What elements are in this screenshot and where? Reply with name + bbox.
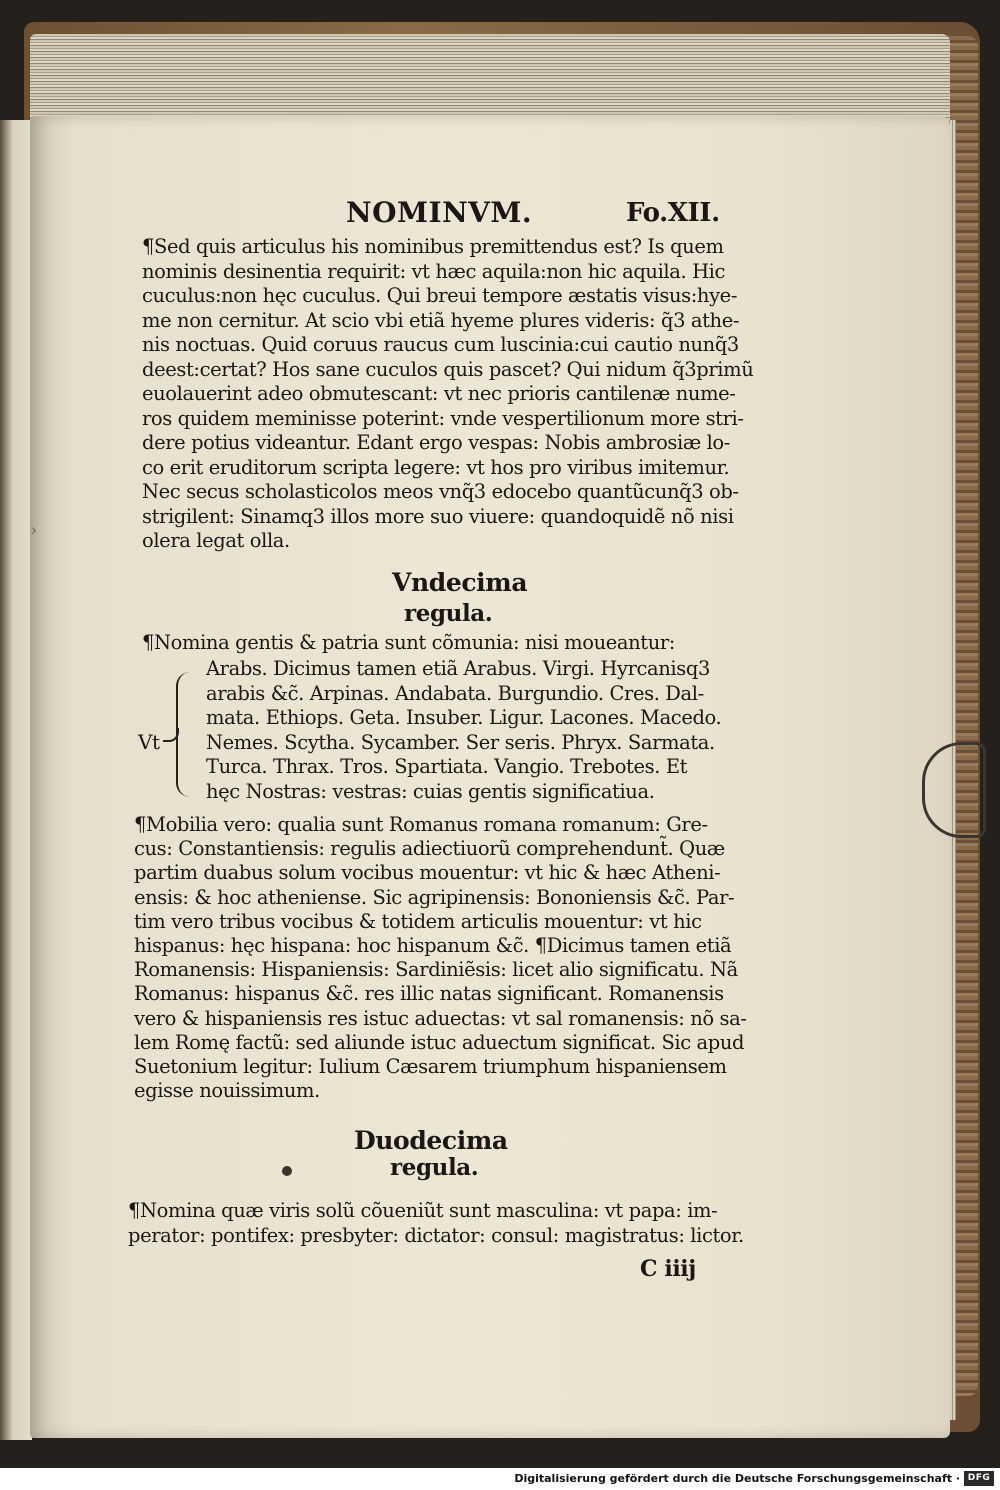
text-line: euolauerint adeo obmutescant: vt nec prioris cantilenæ nume-: [142, 382, 736, 405]
text-line: ¶Nomina quæ viris solũ cõueniũt sunt masculina: vt papa: im-: [128, 1199, 718, 1222]
text-line: cus: Constantiensis: regulis adiectiuorũ comprehendunt̃. Quæ: [134, 837, 725, 861]
brace: [176, 672, 198, 797]
text-line: Romanus: hispanus &c̃. res illic natas significant. Romanensis: [134, 982, 724, 1006]
rule-11-lead: ¶Nomina gentis & patria sunt cõmunia: nisi moueantur:: [142, 631, 675, 654]
text-line: ¶Mobilia vero: qualia sunt Romanus romana romanum: Gre-: [134, 813, 708, 836]
text-line: nominis desinentia requirit: vt hæc aquila:non hic aquila. Hic: [142, 259, 726, 283]
text-line: Nemes. Scytha. Sycamber. Ser seris. Phryx. Sarmata.: [206, 730, 715, 754]
folio-number: Fo.XII.: [626, 198, 720, 228]
text-line: Turca. Thrax. Tros. Spartiata. Vangio. Trebotes. Et: [206, 755, 688, 778]
text-line: ensis: & hoc atheniense. Sic agripinensis: Bononiensis &c̃. Par-: [134, 885, 735, 909]
text-line: strigilent: Sinamq3 illos more suo viuere: quandoquidẽ nõ nisi: [142, 504, 734, 528]
text-line: perator: pontifex: presbyter: dictator: consul: magistratus: lictor.: [128, 1223, 744, 1247]
signature-mark: C iiij: [640, 1256, 696, 1282]
rule-11-title: Vndecima: [392, 568, 528, 597]
text-line: partim duabus solum vocibus mouentur: vt hic & hæc Atheni-: [134, 861, 721, 885]
text-line: hispanus: hęc hispana: hoc hispanum &c̃. ¶Dicimus tamen etiã: [134, 934, 732, 957]
footer-bar: [0, 1468, 1000, 1490]
rule-12-title: Duodecima: [354, 1126, 508, 1155]
text-line: deest:certat? Hos sane cuculos quis pascet? Qui nidum q̃3primũ: [142, 357, 754, 381]
text-line: co erit eruditorum scripta legere: vt hos pro viribus imitemur.: [142, 455, 730, 479]
text-line: ros quidem meminisse poterint: vnde vespertilionum more stri-: [142, 406, 744, 430]
text-line: Arabs. Dicimus tamen etiã Arabus. Virgi. Hyrcanisq3: [206, 657, 710, 680]
text-line: Suetonium legitur: Iulium Cæsarem triumphum hispaniensem: [134, 1055, 727, 1078]
dfg-logo: DFG: [964, 1471, 994, 1486]
text-line: dere potius videantur. Edant ergo vespas: Nobis ambrosiæ lo-: [142, 431, 730, 454]
text-line: cuculus:non hęc cuculus. Qui breui tempore æstatis visus:hye-: [142, 284, 738, 307]
left-page-edge: [0, 120, 32, 1440]
rule-11-subtitle: regula.: [404, 600, 493, 627]
text-line: egisse nouissimum.: [134, 1079, 320, 1103]
clasp-ring: [922, 742, 986, 838]
text-line: olera legat olla.: [142, 529, 290, 552]
running-headline: NOMINVM.: [346, 196, 533, 229]
text-line: arabis &c̃. Arpinas. Andabata. Burgundio. Cres. Dal-: [206, 681, 704, 705]
text-line: tim vero tribus vocibus & totidem articulis mouentur: vt hic: [134, 909, 702, 933]
footer-credit: Digitalisierung gefördert durch die Deutsche Forschungsgemeinschaft ·: [514, 1472, 960, 1485]
text-line: hęc Nostras: vestras: cuias gentis significatiua.: [206, 779, 655, 803]
text-line: nis noctuas. Quid coruus raucus cum luscinia:cui cautio nunq̃3: [142, 333, 739, 356]
ornament-dot: [282, 1166, 292, 1176]
text-line: mata. Ethiops. Geta. Insuber. Ligur. Lacones. Macedo.: [206, 706, 722, 729]
vt-label: Vt: [138, 730, 160, 754]
text-line: Romanensis: Hispaniensis: Sardiniẽsis: licet alio significatu. Nã: [134, 958, 738, 982]
text-line: Nec secus scholasticolos meos vnq̃3 edocebo quantũcunq̃3 ob-: [142, 480, 739, 503]
text-line: lem Romę factũ: sed aliunde istuc aduectum significat. Sic apud: [134, 1030, 745, 1054]
rule-12-subtitle: regula.: [390, 1154, 479, 1181]
text-line: vero & hispaniensis res istuc aduectas: vt sal romanensis: nõ sa-: [134, 1006, 747, 1030]
text-line: ¶Sed quis articulus his nominibus premittendus est? Is quem: [142, 235, 724, 258]
text-line: me non cernitur. At scio vbi etiã hyeme plures videris: q̃3 athe-: [142, 308, 740, 332]
margin-mark: ›: [30, 520, 38, 541]
